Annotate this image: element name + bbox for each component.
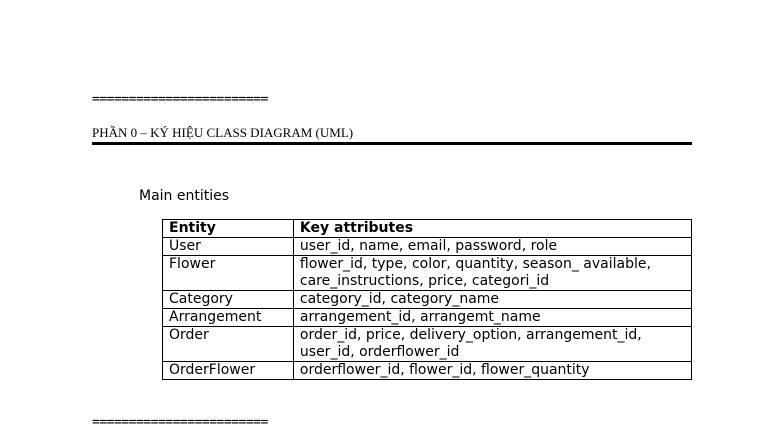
table-header-row	[163, 220, 692, 238]
separator-line-bottom: ========================	[92, 415, 268, 430]
table-row	[163, 256, 692, 291]
attributes-cell: user_id, name, email, password, role	[293, 238, 691, 256]
entity-cell: User	[163, 238, 294, 256]
attributes-cell: order_id, price, delivery_option, arrangement_id, user_id, orderflower_id	[293, 327, 691, 362]
entity-cell: Order	[163, 327, 294, 362]
attributes-cell: arrangement_id, arrangemt_name	[293, 309, 691, 327]
table-row	[163, 238, 692, 256]
attributes-cell: orderflower_id, flower_id, flower_quantity	[293, 362, 691, 380]
column-header-entity: Entity	[163, 220, 294, 238]
entity-cell: Arrangement	[163, 309, 294, 327]
heading-underline-rule	[92, 142, 692, 145]
section-heading: PHẦN 0 – KÝ HIỆU CLASS DIAGRAM (UML)	[92, 125, 354, 140]
table-row	[163, 309, 692, 327]
table-row	[163, 291, 692, 309]
attributes-cell: flower_id, type, color, quantity, season_ available, care_instructions, price, categori_id	[293, 256, 691, 291]
subheading-main-entities: Main entities	[139, 188, 230, 204]
entity-cell: OrderFlower	[163, 362, 294, 380]
entity-cell: Flower	[163, 256, 294, 291]
entity-cell: Category	[163, 291, 294, 309]
entities-table	[162, 219, 692, 380]
attributes-cell: category_id, category_name	[293, 291, 691, 309]
table-row	[163, 362, 692, 380]
table-row	[163, 327, 692, 362]
column-header-key-attributes: Key attributes	[293, 220, 691, 238]
separator-line-top: ========================	[92, 92, 268, 107]
